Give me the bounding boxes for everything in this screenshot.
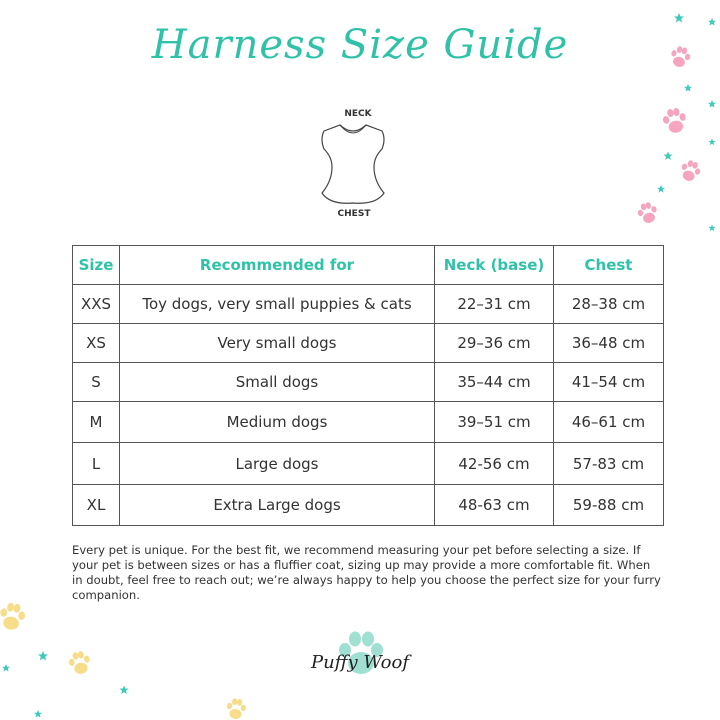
cell-recommended: Extra Large dogs — [120, 485, 435, 526]
cell-neck: 39–51 cm — [435, 402, 554, 443]
cell-chest: 28–38 cm — [554, 285, 664, 324]
cell-recommended: Medium dogs — [120, 402, 435, 443]
cell-size: M — [73, 402, 120, 443]
sizing-note: Every pet is unique. For the best fit, we recommend measuring your pet before selecting a size. If your pet is between sizes or has a fluffier coat, sizing up may provide a more comfortable fit. When in doubt, feel free to reach out; we’re always happy to help you choose the perfect size for your furry companion. — [72, 543, 661, 602]
header-chest: Chest — [554, 246, 664, 285]
cell-recommended: Small dogs — [120, 363, 435, 402]
cell-neck: 48-63 cm — [435, 485, 554, 526]
cell-size: S — [73, 363, 120, 402]
cell-chest: 46–61 cm — [554, 402, 664, 443]
cell-recommended: Large dogs — [120, 443, 435, 485]
neck-label: NECK — [344, 109, 372, 119]
cell-neck: 22–31 cm — [435, 285, 554, 324]
cell-recommended: Very small dogs — [120, 324, 435, 363]
cell-chest: 36–48 cm — [554, 324, 664, 363]
page-title: Harness Size Guide — [151, 22, 569, 68]
cell-neck: 29–36 cm — [435, 324, 554, 363]
star-icon — [2, 13, 716, 718]
chest-label: CHEST — [337, 209, 371, 219]
brand-name: Puffy Woof — [311, 652, 409, 673]
pink-paw-icon — [636, 45, 703, 226]
cell-recommended: Toy dogs, very small puppies & cats — [120, 285, 435, 324]
yellow-paw-icon — [0, 601, 247, 720]
cell-neck: 42-56 cm — [435, 443, 554, 485]
cell-size: L — [73, 443, 120, 485]
cell-size: XXS — [73, 285, 120, 324]
cell-chest: 41–54 cm — [554, 363, 664, 402]
cell-size: XL — [73, 485, 120, 526]
header-recommended-for: Recommended for — [120, 246, 435, 285]
cell-neck: 35–44 cm — [435, 363, 554, 402]
cell-chest: 59-88 cm — [554, 485, 664, 526]
header-neck: Neck (base) — [435, 246, 554, 285]
cell-chest: 57-83 cm — [554, 443, 664, 485]
header-size: Size — [73, 246, 120, 285]
cell-size: XS — [73, 324, 120, 363]
